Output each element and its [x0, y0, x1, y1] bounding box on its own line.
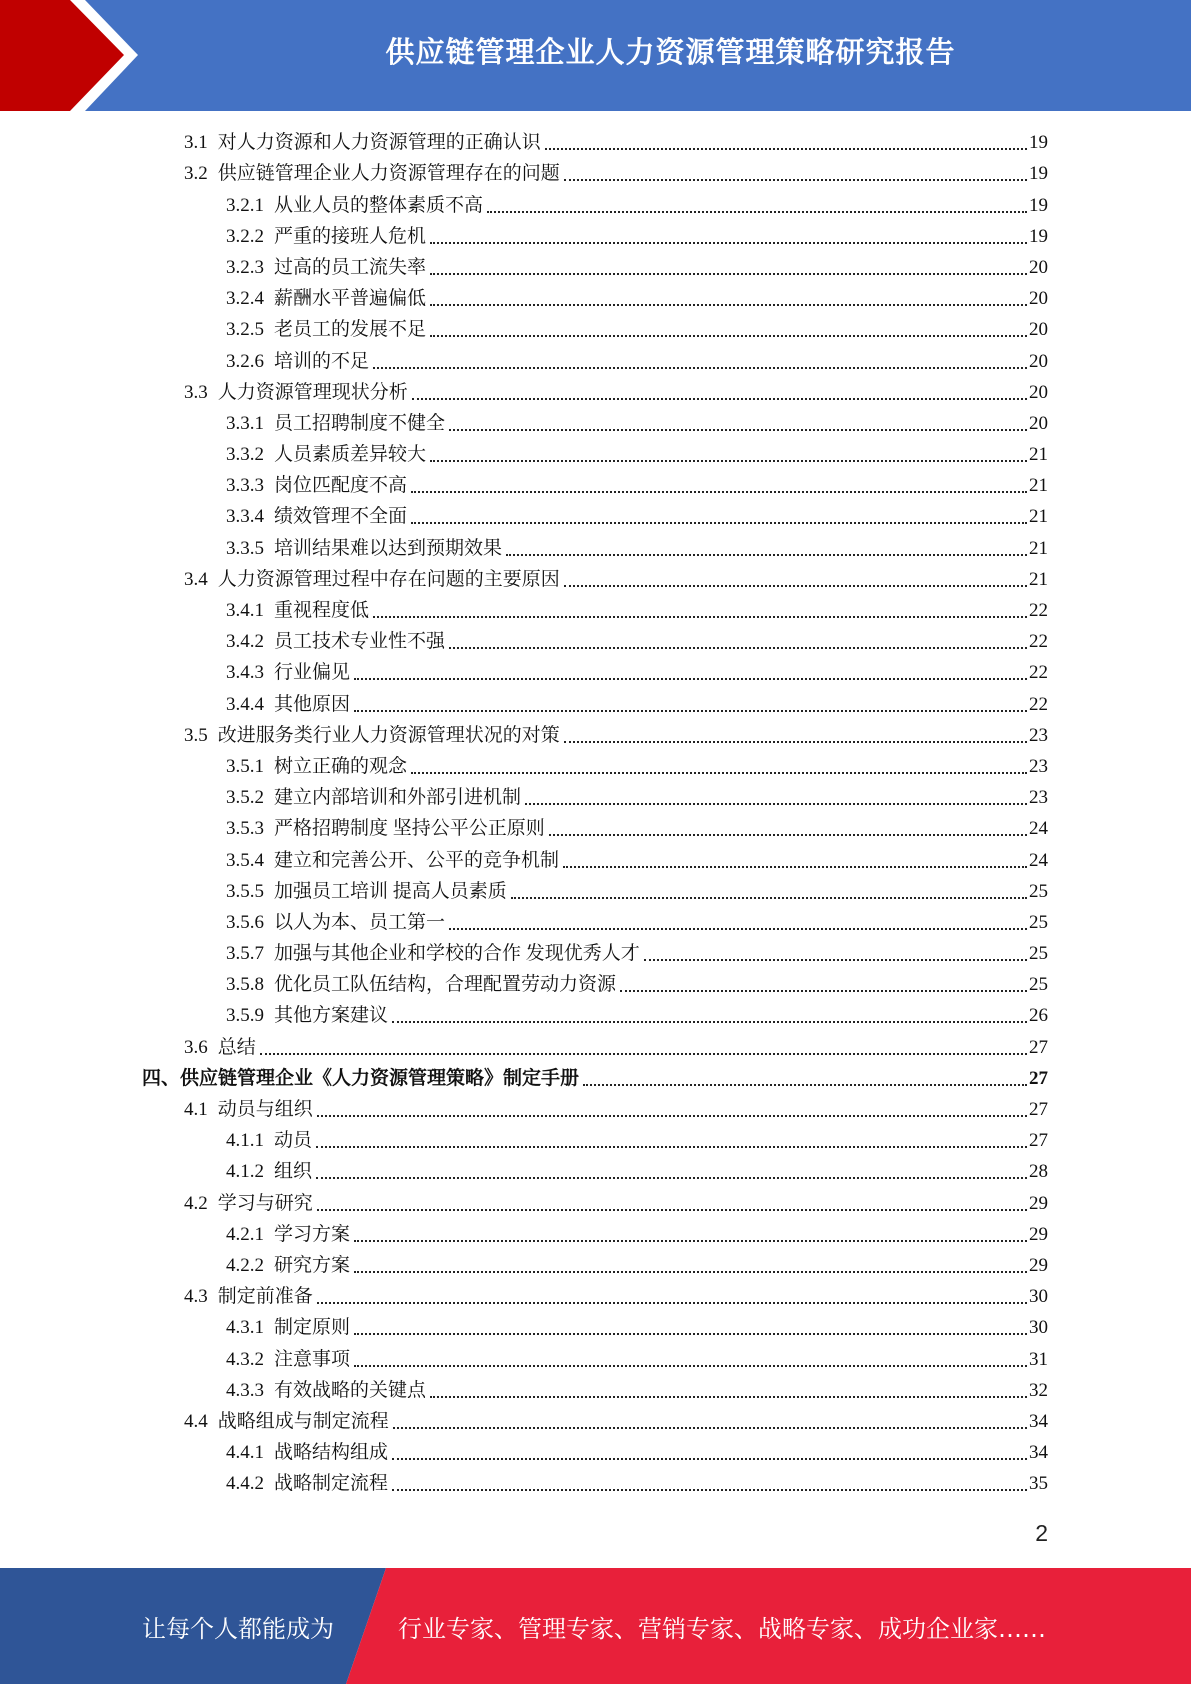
- toc-dot-leader: [549, 834, 1027, 836]
- toc-entry-number: 3.5.4: [226, 849, 264, 871]
- toc-dot-leader: [449, 928, 1027, 930]
- toc-entry-title: 培训结果难以达到预期效果: [274, 537, 503, 559]
- toc-entry-title: 员工招聘制度不健全: [274, 412, 446, 434]
- toc-entry-title: 制定原则: [274, 1317, 351, 1339]
- toc-entry-number: 4.4.1: [226, 1442, 264, 1464]
- toc-entry-page: 23: [1029, 755, 1048, 777]
- toc-entry-title: 总结: [217, 1036, 256, 1058]
- toc-entry-number: 3.2: [184, 163, 208, 185]
- toc-entry[interactable]: [142, 1312, 1048, 1343]
- toc-entry[interactable]: [142, 377, 1048, 408]
- toc-dot-leader: [260, 1053, 1027, 1055]
- toc-entry[interactable]: [142, 1437, 1048, 1468]
- table-of-contents: [142, 127, 1048, 1499]
- toc-entry-page: 19: [1029, 132, 1048, 154]
- toc-entry-number: 4.1.1: [226, 1130, 264, 1152]
- toc-entry-page: 23: [1029, 787, 1048, 809]
- toc-dot-leader: [354, 1365, 1027, 1367]
- toc-dot-leader: [563, 866, 1027, 868]
- toc-entry-number: 4.3.3: [226, 1379, 264, 1401]
- toc-entry-number: 3.2.4: [226, 288, 264, 310]
- toc-entry-page: 23: [1029, 724, 1048, 746]
- toc-dot-leader: [354, 678, 1027, 680]
- toc-entry-page: 22: [1029, 693, 1048, 715]
- toc-dot-leader: [392, 1021, 1027, 1023]
- toc-entry[interactable]: [142, 1219, 1048, 1250]
- toc-dot-leader: [373, 367, 1027, 369]
- toc-entry-page: 26: [1029, 1005, 1048, 1027]
- header-banner: [0, 0, 1191, 111]
- toc-dot-leader: [316, 1146, 1027, 1148]
- footer-slogan-right: 行业专家、管理专家、营销专家、战略专家、成功企业家……: [398, 1614, 1046, 1643]
- toc-entry-number: 4.3: [184, 1286, 208, 1308]
- toc-dot-leader: [430, 460, 1027, 462]
- toc-entry[interactable]: [142, 657, 1048, 688]
- toc-dot-leader: [317, 1115, 1027, 1117]
- toc-entry[interactable]: [142, 1125, 1048, 1156]
- toc-dot-leader: [511, 897, 1027, 899]
- toc-dot-leader: [644, 959, 1027, 961]
- toc-entry-number: 3.2.3: [226, 256, 264, 278]
- toc-entry[interactable]: [142, 688, 1048, 719]
- toc-entry-number: 4.4.2: [226, 1473, 264, 1495]
- toc-entry[interactable]: [142, 283, 1048, 314]
- toc-entry-number: 3.2.2: [226, 225, 264, 247]
- toc-entry[interactable]: [142, 221, 1048, 252]
- toc-entry[interactable]: [142, 969, 1048, 1000]
- toc-dot-leader: [392, 1458, 1027, 1460]
- toc-entry-page: 21: [1029, 475, 1048, 497]
- toc-entry[interactable]: [142, 626, 1048, 657]
- toc-entry[interactable]: [142, 252, 1048, 283]
- toc-entry-title: 加强员工培训 提高人员素质: [274, 880, 507, 902]
- toc-entry-page: 22: [1029, 631, 1048, 653]
- toc-entry-number: 3.6: [184, 1036, 208, 1058]
- toc-dot-leader: [620, 990, 1027, 992]
- toc-entry-page: 25: [1029, 974, 1048, 996]
- toc-entry-title: 供应链管理企业人力资源管理存在的问题: [217, 163, 560, 185]
- toc-entry-number: 4.2.2: [226, 1254, 264, 1276]
- toc-entry-title: 其他原因: [274, 693, 351, 715]
- toc-entry-title: 绩效管理不全面: [274, 506, 408, 528]
- footer-banner: [0, 1568, 1191, 1684]
- toc-entry-number: 3.5.5: [226, 880, 264, 902]
- toc-entry-title: 严格招聘制度 坚持公平公正原则: [274, 818, 545, 840]
- toc-entry[interactable]: [142, 564, 1048, 595]
- toc-entry[interactable]: [142, 345, 1048, 376]
- toc-entry-title: 人员素质差异较大: [274, 444, 427, 466]
- toc-entry[interactable]: [142, 314, 1048, 345]
- toc-entry-title: 从业人员的整体素质不高: [274, 194, 484, 216]
- toc-dot-leader: [430, 1396, 1027, 1398]
- toc-entry-number: 3.5.7: [226, 943, 264, 965]
- toc-entry-page: 22: [1029, 600, 1048, 621]
- toc-entry-page: 20: [1029, 319, 1048, 341]
- toc-entry-number: 3.4.3: [226, 662, 264, 684]
- toc-entry[interactable]: [142, 813, 1048, 844]
- toc-entry-number: 4.3.2: [226, 1348, 264, 1370]
- toc-entry-title: 改进服务类行业人力资源管理状况的对策: [217, 724, 560, 746]
- toc-entry-title: 严重的接班人危机: [274, 225, 427, 247]
- toc-entry[interactable]: [142, 532, 1048, 563]
- toc-entry-number: 3.5.8: [226, 974, 264, 996]
- toc-entry-number: 3.4.1: [226, 600, 264, 621]
- toc-entry-number: 4.3.1: [226, 1317, 264, 1339]
- toc-entry-title: 四、供应链管理企业《人力资源管理策略》制定手册: [142, 1067, 580, 1089]
- toc-entry-title: 人力资源管理过程中存在问题的主要原因: [217, 568, 560, 590]
- toc-entry-page: 25: [1029, 943, 1048, 965]
- toc-entry[interactable]: [142, 938, 1048, 969]
- toc-entry-number: 4.1: [184, 1099, 208, 1120]
- toc-entry-page: 21: [1029, 506, 1048, 528]
- toc-entry-number: 3.5.9: [226, 1005, 264, 1027]
- toc-dot-leader: [487, 211, 1027, 213]
- toc-entry-number: 3.2.1: [226, 194, 264, 216]
- toc-entry-title: 重视程度低: [274, 600, 370, 621]
- toc-entry-page: 30: [1029, 1317, 1048, 1339]
- toc-entry-title: 以人为本、员工第一: [274, 911, 446, 933]
- toc-entry[interactable]: [142, 158, 1048, 189]
- toc-dot-leader: [354, 1333, 1027, 1335]
- toc-dot-leader: [354, 710, 1027, 712]
- toc-entry[interactable]: [142, 720, 1048, 751]
- toc-dot-leader: [525, 803, 1027, 805]
- toc-entry-title: 薪酬水平普遍偏低: [274, 288, 427, 310]
- toc-dot-leader: [393, 1427, 1027, 1429]
- toc-dot-leader: [412, 398, 1027, 400]
- toc-entry-title: 学习方案: [274, 1223, 351, 1245]
- toc-entry-number: 3.5.1: [226, 755, 264, 777]
- toc-entry-title: 制定前准备: [217, 1286, 313, 1308]
- toc-entry-title: 动员: [274, 1130, 313, 1152]
- toc-entry-number: 4.4: [184, 1410, 208, 1432]
- toc-dot-leader: [449, 429, 1027, 431]
- toc-entry-page: 30: [1029, 1286, 1048, 1308]
- toc-entry-number: 3.3.1: [226, 412, 264, 434]
- toc-entry-page: 27: [1029, 1036, 1048, 1058]
- toc-entry-number: 3.2.5: [226, 319, 264, 341]
- toc-entry-title: 岗位匹配度不高: [274, 475, 408, 497]
- toc-entry-number: 3.3.4: [226, 506, 264, 528]
- toc-dot-leader: [411, 772, 1027, 774]
- toc-entry-title: 行业偏见: [274, 662, 351, 684]
- toc-entry-title: 优化员工队伍结构，合理配置劳动力资源: [274, 974, 617, 996]
- toc-entry-page: 27: [1029, 1067, 1048, 1089]
- toc-dot-leader: [316, 1177, 1027, 1179]
- toc-entry-page: 19: [1029, 225, 1048, 247]
- toc-dot-leader: [506, 554, 1027, 556]
- toc-dot-leader: [411, 522, 1027, 524]
- toc-entry-page: 21: [1029, 537, 1048, 559]
- toc-entry-page: 34: [1029, 1410, 1048, 1432]
- toc-entry-number: 4.2: [184, 1192, 208, 1214]
- toc-entry[interactable]: [142, 408, 1048, 439]
- toc-entry-number: 3.4: [184, 568, 208, 590]
- toc-dot-leader: [545, 148, 1027, 150]
- toc-entry-title: 老员工的发展不足: [274, 319, 427, 341]
- toc-entry-number: 3.3: [184, 381, 208, 403]
- toc-dot-leader: [564, 741, 1027, 743]
- toc-dot-leader: [430, 304, 1027, 306]
- toc-entry[interactable]: [142, 1156, 1048, 1187]
- toc-entry[interactable]: [142, 876, 1048, 907]
- toc-entry-page: 19: [1029, 163, 1048, 185]
- toc-entry-page: 29: [1029, 1254, 1048, 1276]
- toc-entry[interactable]: [142, 1063, 1048, 1094]
- toc-entry[interactable]: [142, 1281, 1048, 1312]
- toc-entry-title: 建立和完善公开、公平的竞争机制: [274, 849, 560, 871]
- toc-entry-page: 35: [1029, 1473, 1048, 1495]
- toc-entry-title: 其他方案建议: [274, 1005, 389, 1027]
- toc-dot-leader: [354, 1271, 1027, 1273]
- toc-entry[interactable]: [142, 501, 1048, 532]
- toc-entry-number: 3.3.5: [226, 537, 264, 559]
- toc-entry-number: 3.5.6: [226, 911, 264, 933]
- toc-entry-page: 20: [1029, 256, 1048, 278]
- toc-entry-number: 3.5.2: [226, 787, 264, 809]
- toc-entry[interactable]: [142, 1031, 1048, 1062]
- page-number: 2: [1035, 1520, 1048, 1546]
- toc-entry[interactable]: [142, 595, 1048, 626]
- toc-entry-page: 21: [1029, 444, 1048, 466]
- toc-entry-page: 31: [1029, 1348, 1048, 1370]
- toc-entry-title: 动员与组织: [217, 1099, 313, 1120]
- toc-entry-page: 20: [1029, 412, 1048, 434]
- toc-entry-title: 对人力资源和人力资源管理的正确认识: [217, 132, 541, 154]
- toc-dot-leader: [430, 273, 1027, 275]
- red-arrow-decoration: [0, 0, 150, 111]
- toc-entry-title: 加强与其他企业和学校的合作 发现优秀人才: [274, 943, 640, 965]
- toc-entry-page: 34: [1029, 1442, 1048, 1464]
- toc-dot-leader: [411, 491, 1027, 493]
- toc-entry-page: 25: [1029, 911, 1048, 933]
- toc-entry-title: 员工技术专业性不强: [274, 631, 446, 653]
- toc-entry[interactable]: [142, 1343, 1048, 1374]
- toc-entry[interactable]: [142, 1094, 1048, 1125]
- toc-entry[interactable]: [142, 844, 1048, 875]
- toc-dot-leader: [430, 242, 1027, 244]
- toc-entry-title: 培训的不足: [274, 350, 370, 372]
- footer-slogan-left: 让每个人都能成为: [142, 1614, 334, 1643]
- toc-entry-page: 24: [1029, 818, 1048, 840]
- toc-entry[interactable]: [142, 127, 1048, 158]
- toc-entry-title: 学习与研究: [217, 1192, 313, 1214]
- toc-dot-leader: [354, 1240, 1027, 1242]
- toc-dot-leader: [564, 585, 1027, 587]
- toc-dot-leader: [564, 179, 1027, 181]
- toc-entry-title: 组织: [274, 1161, 313, 1183]
- toc-entry-page: 19: [1029, 194, 1048, 216]
- toc-entry-page: 28: [1029, 1161, 1048, 1183]
- toc-entry-page: 20: [1029, 350, 1048, 372]
- toc-entry-title: 建立内部培训和外部引进机制: [274, 787, 522, 809]
- toc-dot-leader: [449, 647, 1027, 649]
- toc-entry-page: 20: [1029, 288, 1048, 310]
- toc-entry-number: 3.4.4: [226, 693, 264, 715]
- toc-entry-number: 3.3.2: [226, 444, 264, 466]
- toc-entry-title: 注意事项: [274, 1348, 351, 1370]
- toc-dot-leader: [392, 1489, 1027, 1491]
- toc-dot-leader: [317, 1302, 1027, 1304]
- toc-entry-page: 20: [1029, 381, 1048, 403]
- toc-entry[interactable]: [142, 189, 1048, 220]
- toc-dot-leader: [583, 1084, 1027, 1086]
- toc-entry-page: 32: [1029, 1379, 1048, 1401]
- toc-dot-leader: [373, 616, 1027, 618]
- toc-entry[interactable]: [142, 782, 1048, 813]
- toc-entry-number: 4.2.1: [226, 1223, 264, 1245]
- toc-entry[interactable]: [142, 470, 1048, 501]
- toc-entry[interactable]: [142, 1375, 1048, 1406]
- report-title: 供应链管理企业人力资源管理策略研究报告: [385, 34, 956, 69]
- toc-entry-title: 树立正确的观念: [274, 755, 408, 777]
- toc-entry[interactable]: [142, 751, 1048, 782]
- toc-dot-leader: [430, 335, 1027, 337]
- toc-entry-number: 3.2.6: [226, 350, 264, 372]
- toc-entry-page: 25: [1029, 880, 1048, 902]
- toc-entry-title: 有效战略的关键点: [274, 1379, 427, 1401]
- toc-entry-title: 战略结构组成: [274, 1442, 389, 1464]
- toc-entry-page: 27: [1029, 1130, 1048, 1152]
- toc-entry-number: 3.1: [184, 132, 208, 154]
- toc-entry-title: 战略组成与制定流程: [217, 1410, 389, 1432]
- toc-entry-number: 3.4.2: [226, 631, 264, 653]
- toc-entry-page: 24: [1029, 849, 1048, 871]
- toc-entry-page: 29: [1029, 1223, 1048, 1245]
- toc-entry-title: 战略制定流程: [274, 1473, 389, 1495]
- toc-entry-number: 3.3.3: [226, 475, 264, 497]
- toc-dot-leader: [317, 1209, 1027, 1211]
- toc-entry-number: 4.1.2: [226, 1161, 264, 1183]
- toc-entry[interactable]: [142, 439, 1048, 470]
- toc-entry[interactable]: [142, 907, 1048, 938]
- toc-entry-page: 27: [1029, 1099, 1048, 1120]
- toc-entry[interactable]: [142, 1250, 1048, 1281]
- toc-entry[interactable]: [142, 1406, 1048, 1437]
- toc-entry-title: 过高的员工流失率: [274, 256, 427, 278]
- toc-entry-number: 3.5.3: [226, 818, 264, 840]
- toc-entry[interactable]: [142, 1468, 1048, 1499]
- toc-entry[interactable]: [142, 1187, 1048, 1218]
- toc-entry-number: 3.5: [184, 724, 208, 746]
- toc-entry-title: 研究方案: [274, 1254, 351, 1276]
- toc-entry-page: 21: [1029, 568, 1048, 590]
- toc-entry-page: 29: [1029, 1192, 1048, 1214]
- toc-entry[interactable]: [142, 1000, 1048, 1031]
- toc-entry-title: 人力资源管理现状分析: [217, 381, 408, 403]
- toc-entry-page: 22: [1029, 662, 1048, 684]
